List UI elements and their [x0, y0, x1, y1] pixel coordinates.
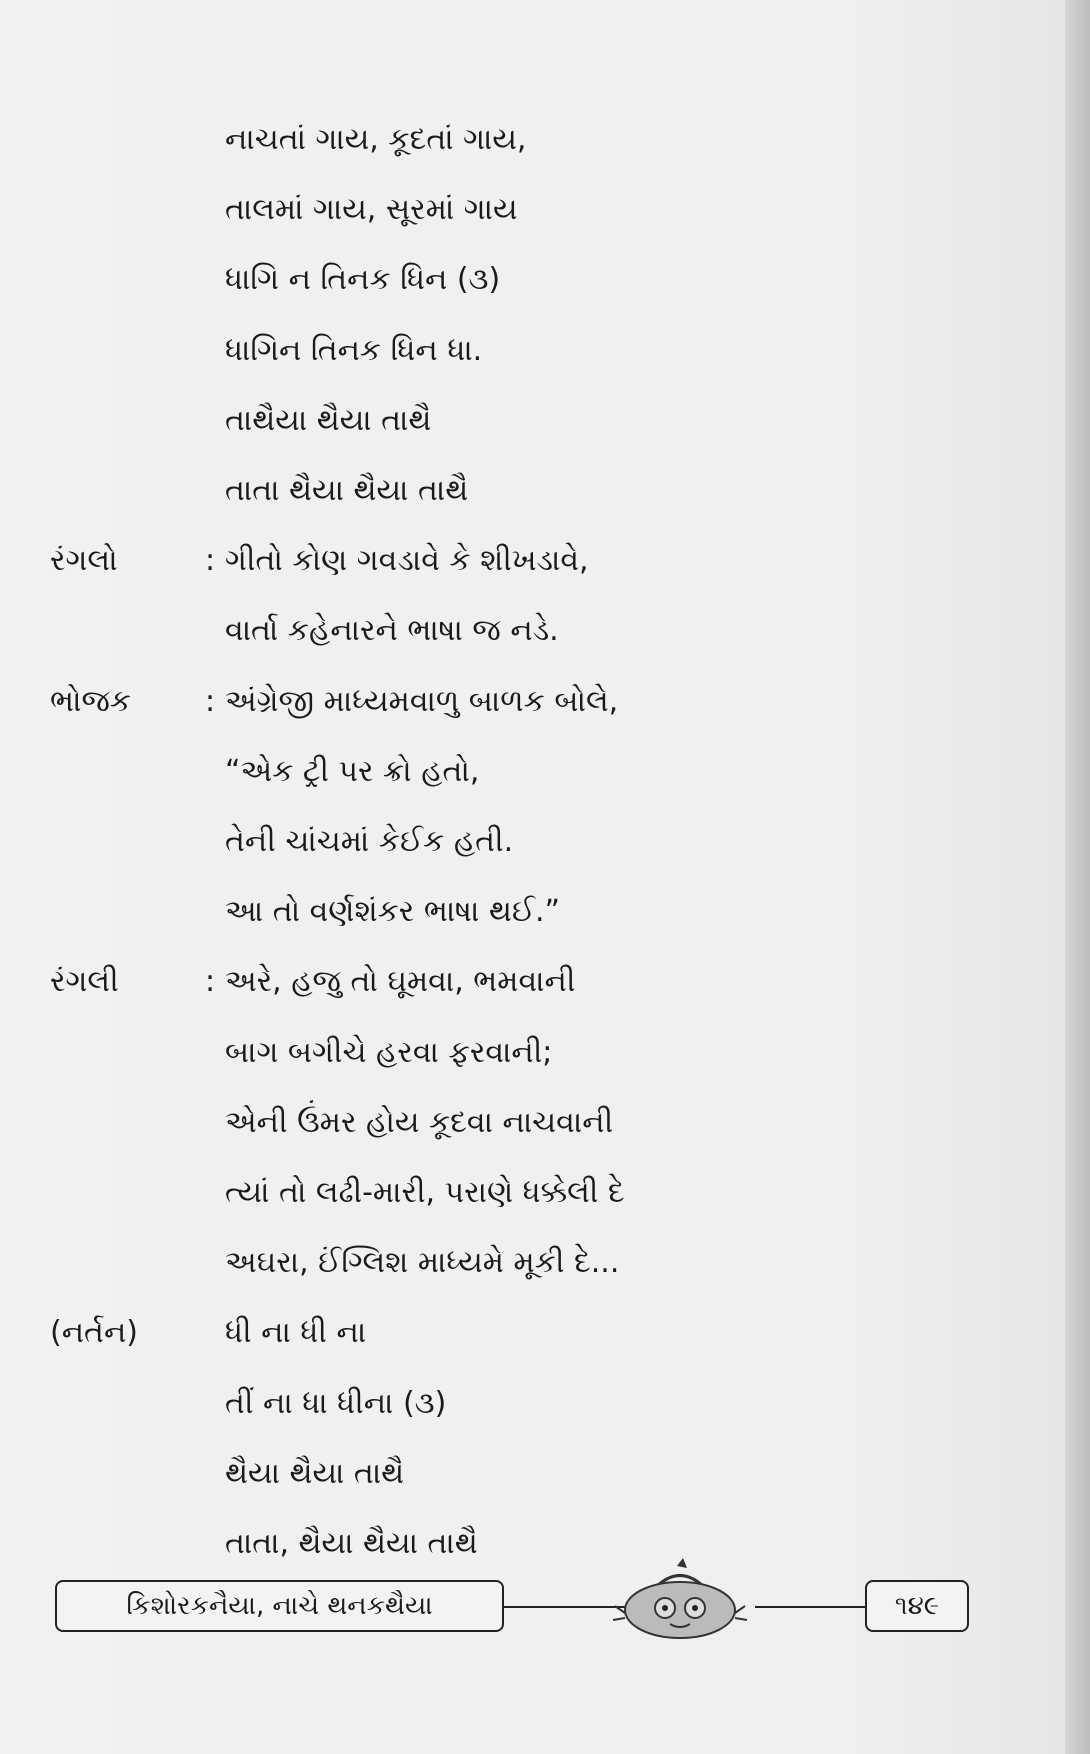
speaker-colon: : [205, 543, 216, 579]
script-line [0, 175, 1000, 245]
line-text: તાતા, થૈયા થૈયા તાથૈ [225, 1526, 478, 1561]
line-text: એની ઉંમર હોય કૂદવા નાચવાની [225, 1104, 614, 1140]
page-footer [55, 1580, 965, 1640]
script-line [0, 526, 1000, 596]
speaker-name: ભોજક [50, 683, 132, 719]
script-line [0, 105, 1000, 175]
script-line [0, 1228, 1000, 1298]
script-line [0, 456, 1000, 526]
speaker-colon: : [205, 964, 216, 1000]
page-number: ૧૪૯ [865, 1580, 969, 1632]
line-text: આ તો વર્ણશંકર ભાષા થઈ.” [225, 894, 561, 930]
script-line [0, 245, 1000, 315]
script-line [0, 1088, 1000, 1158]
script-line [0, 316, 1000, 386]
script-line [0, 1369, 1000, 1439]
book-title: કિશોરકનૈયા, નાચે થનકથૈયા [55, 1580, 504, 1632]
line-text: બાગ બગીચે હરવા ફરવાની; [225, 1034, 553, 1070]
script-line [0, 947, 1000, 1017]
line-text: નાચતાં ગાય, કૂદતાં ગાય, [225, 122, 527, 157]
line-text: ધી ના ધી ના [225, 1315, 367, 1351]
script-line [0, 1158, 1000, 1228]
line-text: અઘરા, ઈંગ્લિશ માધ્યમે મૂકી દે... [225, 1245, 620, 1281]
line-text: ધાગિન તિનક ધિન ધા. [225, 332, 483, 368]
script-line [0, 667, 1000, 737]
script-line [0, 737, 1000, 807]
line-text: અરે, હજુ તો ઘૂમવા, ભમવાની [225, 964, 576, 1000]
line-text: તાતા થૈયા થૈયા તાથૈ [225, 473, 469, 508]
line-text: ત્યાં તો લઢી-મારી, પરાણે ધક્કેલી દે [225, 1175, 625, 1210]
line-text: વાર્તા કહેનારને ભાષા જ નડે. [225, 613, 559, 649]
speaker-name: (નર્તન) [50, 1315, 138, 1351]
script-line [0, 1018, 1000, 1088]
script-line [0, 1298, 1000, 1368]
krishna-face-icon [595, 1558, 765, 1648]
line-text: થૈયા થૈયા તાથૈ [225, 1455, 405, 1491]
line-text: ધાગિ ન તિનક ધિન (૩) [225, 262, 501, 298]
line-text: અંગ્રેજી માધ્યમવાળુ બાળક બોલે, [225, 683, 619, 719]
speaker-name: રંગલી [50, 964, 119, 1000]
speaker-name: રંગલો [50, 543, 118, 579]
line-text: તાલમાં ગાય, સૂરમાં ગાય [225, 192, 518, 228]
script-line [0, 1509, 1000, 1579]
line-text: તેની ચાંચમાં કેઈક હતી. [225, 824, 514, 859]
script-line [0, 1439, 1000, 1509]
script-line [0, 386, 1000, 456]
script-line [0, 877, 1000, 947]
script-line [0, 596, 1000, 666]
line-text: “એક ટ્રી પર ક્રો હતો, [225, 753, 480, 789]
script-line [0, 807, 1000, 877]
page-edge [1065, 0, 1090, 1754]
line-text: તીં ના ધા ધીના (૩) [225, 1385, 447, 1421]
line-text: ગીતો કોણ ગવડાવે કે શીખડાવે, [225, 543, 589, 579]
line-text: તાથૈયા થૈયા તાથૈ [225, 402, 432, 438]
speaker-colon: : [205, 683, 216, 719]
